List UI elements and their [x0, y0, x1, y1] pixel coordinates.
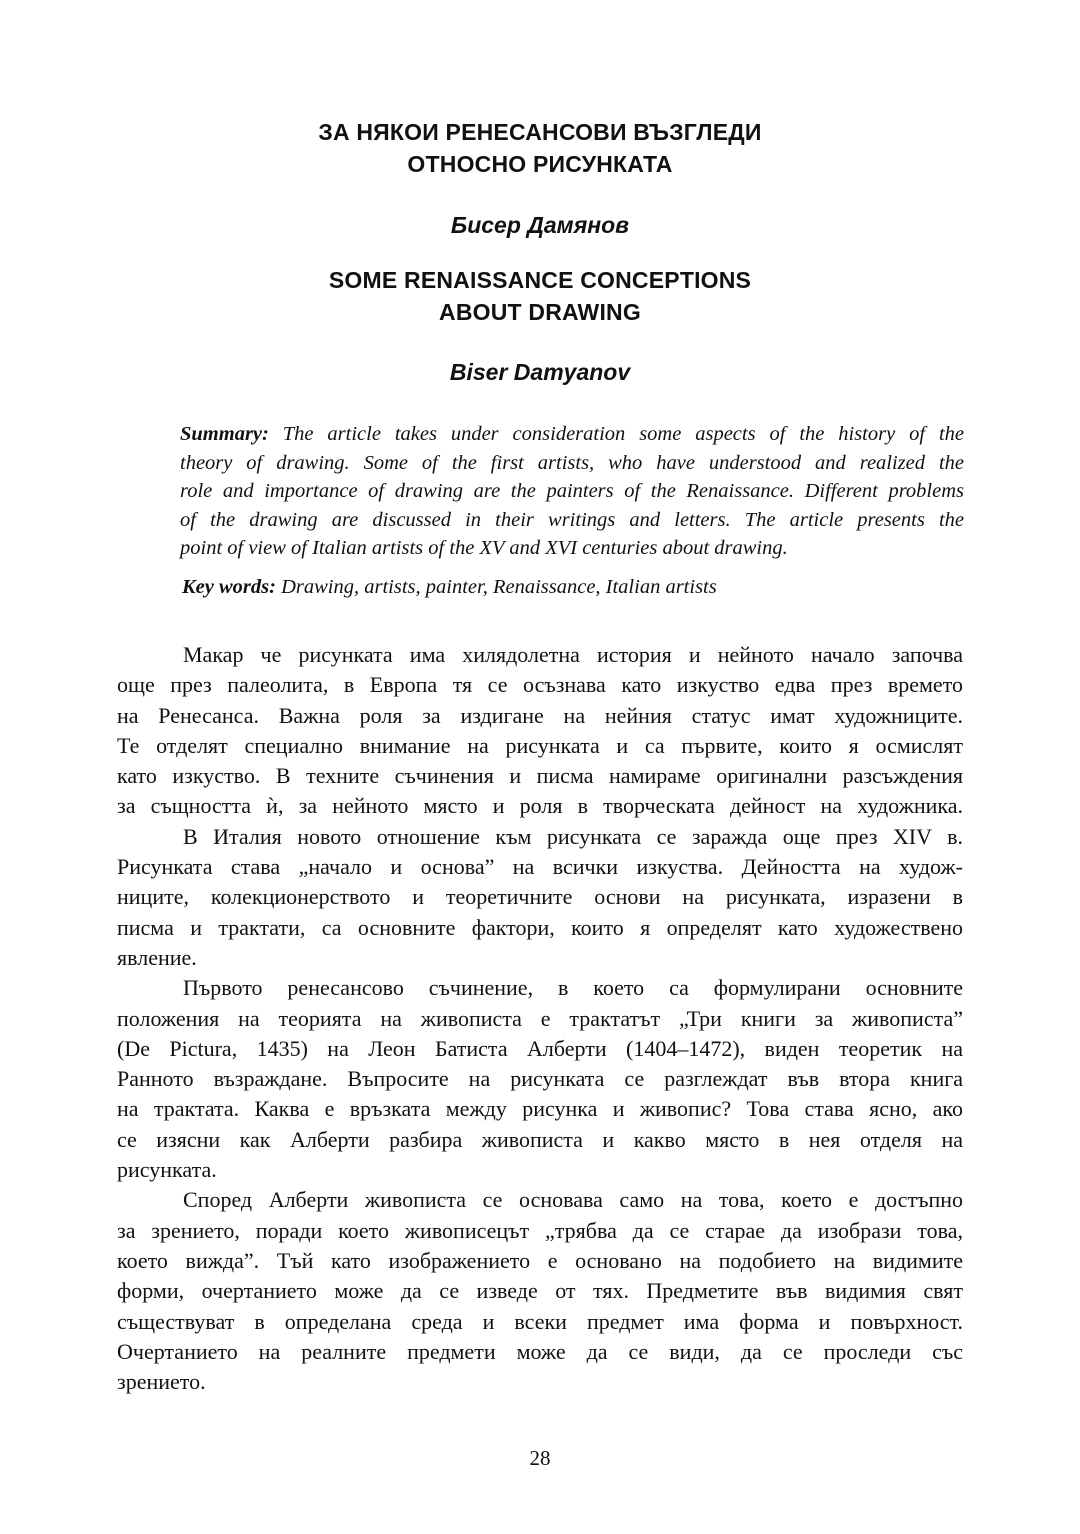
body-line: съществуват в определана среда и всеки предмет има форма и повърхност. [117, 1308, 963, 1334]
author-english: Biser Damyanov [449, 359, 631, 385]
body-line: явление. [117, 944, 197, 970]
paragraph-1 [117, 640, 963, 822]
body-line: за същността ѝ, за нейното място и роля в творческата дейност на художника. [117, 793, 963, 819]
body-line: форми, очертанието може да се изведе от тях. Предметите във видимия свят [117, 1278, 963, 1304]
body-line: писма и трактати, са основните фактори, които я определят като художествено [117, 914, 963, 940]
summary-line: theory of drawing. Some of the first artists, who have understood and realized the [180, 451, 964, 474]
body-line: Ранното възраждане. Въпросите на рисунката се разглеждат във втора книга [117, 1066, 963, 1092]
body-line: което вижда”. Тъй като изображението е основано на подобието на видимите [117, 1247, 963, 1273]
title-bulgarian-line-2: ОТНОСНО РИСУНКАТА [407, 151, 673, 177]
body-line: за зрението, поради което живописецът „трябва да се старае да изобрази това, [117, 1217, 963, 1243]
body-line: Според Алберти живописта се основава само на това, което е достъпно [183, 1187, 963, 1213]
body-line: положения на теорията на живописта е трактатът „Три книги за живописта” [117, 1005, 963, 1031]
title-english-line-2: ABOUT DRAWING [439, 299, 641, 325]
keywords-label: Key words: [182, 576, 276, 598]
title-english [0, 264, 1080, 328]
body-line: Рисунката става „начало и основа” на всички изкуства. Дейността на худож- [117, 854, 963, 880]
keywords-block [182, 573, 717, 601]
title-bulgarian-line-1: ЗА НЯКОИ РЕНЕСАНСОВИ ВЪЗГЛЕДИ [318, 119, 762, 145]
body-line: Макар че рисунката има хилядолетна история и нейното начало започва [183, 642, 963, 667]
summary-line: of the drawing are discussed in their writings and letters. The article presents the [180, 508, 964, 531]
body-line: Очертанието на реалните предмети може да се види, да се проследи със [117, 1338, 963, 1364]
body-line: на трактата. Каква е връзката между рисунка и живопис? Това става ясно, ако [117, 1096, 963, 1122]
summary-line [180, 420, 964, 449]
body-line: (De Pictura, 1435) на Леон Батиста Алберти (1404–1472), виден теоретик на [117, 1035, 963, 1061]
summary-line: point of view of Italian artists of the XV and XVI centuries about drawing. [180, 537, 788, 560]
paragraph-4 [117, 1185, 963, 1397]
body-line: на Ренесанса. Важна роля за издигане на нейния статус имат художниците. [117, 702, 963, 728]
body-line: още през палеолита, в Европа тя се осъзнава като изкуство едва през времето [117, 672, 963, 698]
body-line: В Италия новото отношение към рисунката се заражда още през XIV в. [183, 823, 963, 849]
body-line: рисунката. [117, 1157, 217, 1183]
summary-text: The article takes under consideration some aspects of the history of the [268, 423, 964, 445]
title-bulgarian [0, 116, 1080, 180]
body-line: като изкуство. В техните съчинения и писма намираме оригинални разсъждения [117, 763, 963, 789]
summary-block [180, 420, 964, 563]
body-text [117, 640, 963, 1397]
paragraph-3 [117, 973, 963, 1185]
body-line: ниците, колекционерството и теоретичните основи на рисунката, изразени в [117, 884, 963, 910]
keywords-text: Drawing, artists, painter, Renaissance, Italian artists [275, 576, 717, 598]
body-line: Те отделят специално внимание на рисунката и са първите, които я осмислят [117, 732, 963, 758]
author-bulgarian: Бисер Дамянов [450, 212, 630, 238]
summary-label: Summary: [180, 423, 269, 445]
body-line: се изясни как Алберти разбира живописта и какво място в нея отделя на [117, 1126, 963, 1152]
title-english-line-1: SOME RENAISSANCE CONCEPTIONS [328, 267, 752, 293]
summary-line: role and importance of drawing are the painters of the Renaissance. Different problems [180, 480, 964, 503]
page-number: 28 [529, 1446, 551, 1470]
body-line: зрението. [117, 1369, 206, 1395]
body-line: Първото ренесансово съчинение, в което са формулирани основните [183, 975, 963, 1001]
paragraph-2 [117, 822, 963, 973]
